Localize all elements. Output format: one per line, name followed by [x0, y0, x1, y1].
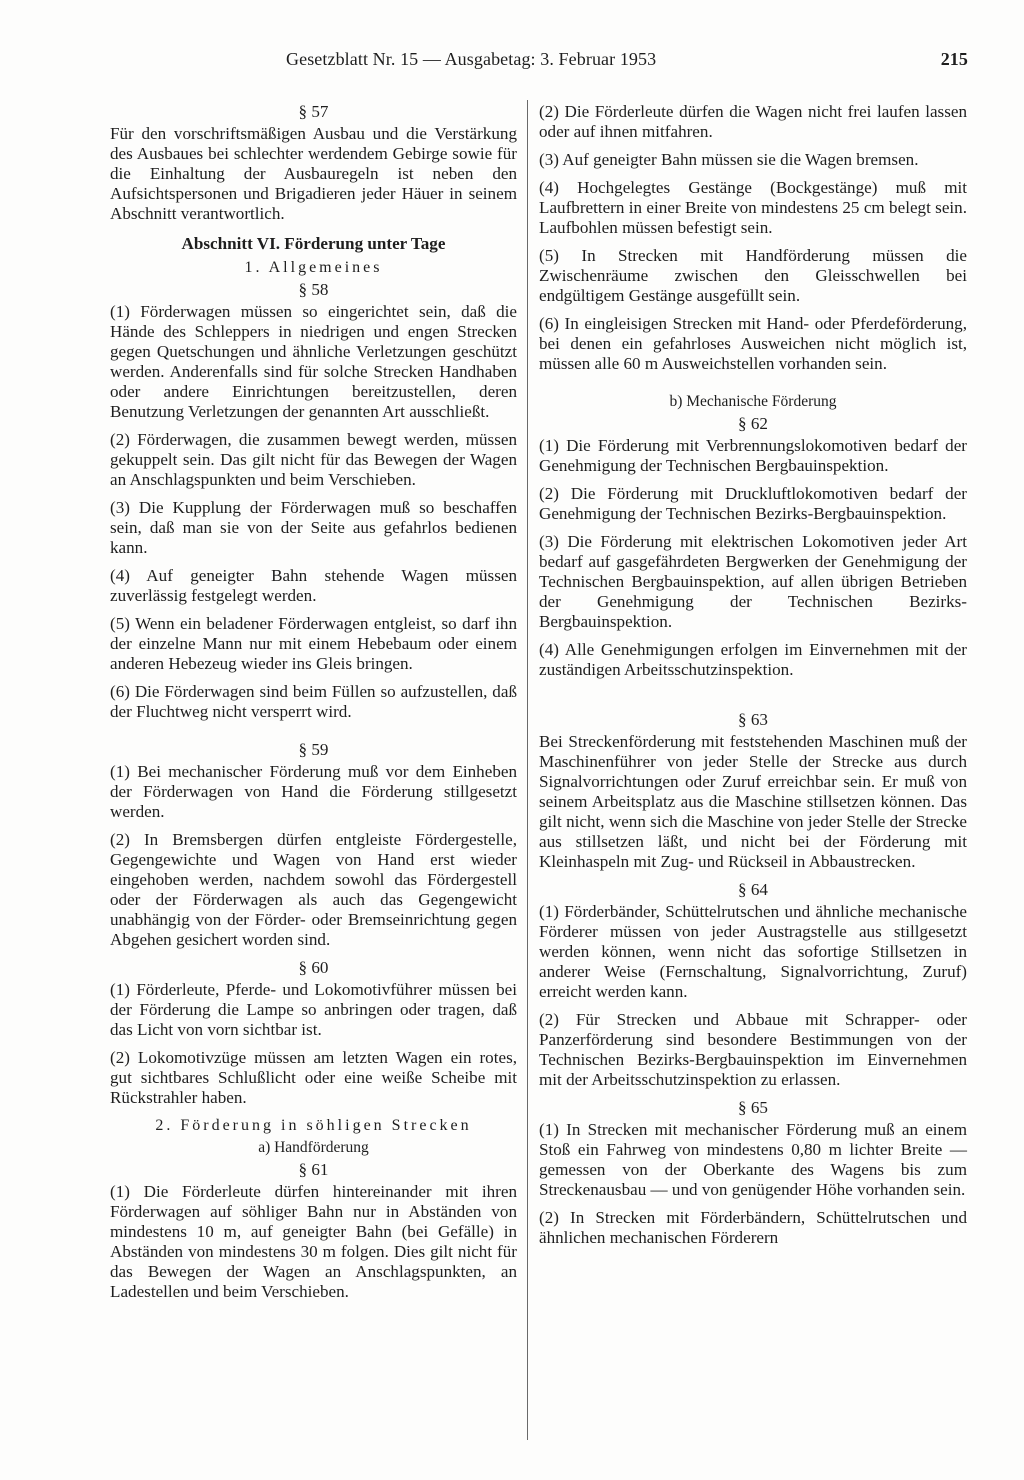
- subsection-heading: 2. Förderung in söhligen Strecken: [155, 1117, 472, 1134]
- paragraph-text: (3) Die Förderung mit elektrischen Lokomotiven jeder Art bedarf auf gasgefährdeten Bergwerken der Genehmigung der Technischen Bergbauinspektion, auf allen übrigen Betrieben der Genehmigung der Technischen Bezirks-Bergbauinspektion.: [539, 532, 967, 631]
- paragraph-heading: § 58: [298, 280, 329, 299]
- paragraph-text: (6) In eingleisigen Strecken mit Hand- oder Pferdeförderung, bei denen ein gefahrloses Ausweichen nicht möglich ist, müssen alle 60 m Ausweichstellen vorhanden sein.: [539, 314, 967, 373]
- paragraph-text: (1) In Strecken mit mechanischer Förderung muß an einem Stoß ein Fahrweg von mindestens 0,80 m lichter Breite — gemessen von der Oberkante des Wagens bis zum Streckenausbau — und von genügender Höhe vorhanden sein.: [539, 1120, 967, 1199]
- paragraph-text: (1) Bei mechanischer Förderung muß vor dem Einheben der Förderwagen von Hand die Förderung stillgesetzt werden.: [110, 762, 517, 821]
- paragraph-text: (1) Förderbänder, Schüttelrutschen und ähnliche mechanische Förderer müssen von jeder Austragstelle aus stillgesetzt werden können, wenn nicht das sofortige Stillsetzen in anderer Weise (Fernschaltung, Signalvorrichtung, Zuruf) erreicht werden kann.: [539, 902, 967, 1001]
- paragraph-text: (1) Förderleute, Pferde- und Lokomotivführer müssen bei der Förderung die Lampe so anbringen oder tragen, daß das Licht von vorn sichtbar ist.: [110, 980, 517, 1039]
- paragraph-text: (2) In Strecken mit Förderbändern, Schüttelrutschen und ähnlichen mechanischen Förderern: [539, 1208, 967, 1247]
- paragraph-text: (2) Lokomotivzüge müssen am letzten Wagen ein rotes, gut sichtbares Schlußlicht oder eine weiße Scheibe mit Rückstrahler haben.: [110, 1048, 517, 1107]
- paragraph-heading: § 64: [738, 880, 768, 899]
- paragraph-text: (3) Die Kupplung der Förderwagen muß so beschaffen sein, daß man sie von der Seite aus gefahrlos bedienen kann.: [110, 498, 517, 557]
- subsection-heading: 1. Allgemeines: [244, 259, 383, 276]
- paragraph-text: (1) Die Förderleute dürfen hintereinander mit ihren Förderwagen auf söhliger Bahn nur in Abständen von mindestens 10 m, auf geneigter Bahn (bei Gefälle) in Abständen von mindestens 30 m folgen. Dies gilt nicht für das Bewegen der Wagen an Anschlagspunkten, an Ladestellen und beim Verschieben.: [110, 1182, 517, 1301]
- header-title: Gesetzblatt Nr. 15 — Ausgabetag: 3. Februar 1953: [286, 49, 657, 69]
- paragraph-text: (5) Wenn ein beladener Förderwagen entgleist, so darf ihn der einzelne Mann nur mit einem Hebebaum oder einem anderen Hebezeug wieder ins Gleis bringen.: [110, 614, 517, 673]
- paragraph-heading: § 62: [738, 414, 768, 433]
- paragraph-text: (5) In Strecken mit Handförderung müssen die Zwischenräume zwischen den Gleisschwellen bei endgültigem Gestänge ausgefüllt sein.: [539, 246, 967, 305]
- paragraph-text: (2) Die Förderleute dürfen die Wagen nicht frei laufen lassen oder auf ihnen mitfahren.: [539, 102, 967, 141]
- paragraph-heading: § 63: [738, 710, 768, 729]
- page-header: [286, 46, 986, 72]
- paragraph-text: (2) Für Strecken und Abbaue mit Schrapper- oder Panzerförderung sind besondere Bestimmungen von der Technischen Bezirks-Bergbauinspektion im Einvernehmen mit der Arbeitsschutzinspektion zu erlassen.: [539, 1010, 967, 1089]
- subsection-heading: a) Handförderung: [258, 1139, 369, 1156]
- paragraph-heading: § 57: [298, 102, 329, 121]
- paragraph-text: (2) Die Förderung mit Druckluftlokomotiven bedarf der Genehmigung der Technischen Bezirks-Bergbauinspektion.: [539, 484, 967, 523]
- paragraph-heading: § 61: [298, 1160, 329, 1179]
- paragraph-heading: § 59: [298, 740, 329, 759]
- paragraph-text: (1) Die Förderung mit Verbrennungslokomotiven bedarf der Genehmigung der Technischen Bergbauinspektion.: [539, 436, 967, 475]
- paragraph-text: (4) Alle Genehmigungen erfolgen im Einvernehmen mit der zuständigen Arbeitsschutzinspektion.: [539, 640, 967, 679]
- left-column: [110, 102, 517, 1310]
- paragraph-heading: § 60: [298, 958, 329, 977]
- paragraph-text: (4) Auf geneigter Bahn stehende Wagen müssen zuverlässig festgelegt werden.: [110, 566, 517, 605]
- paragraph-text: (1) Förderwagen müssen so eingerichtet sein, daß die Hände des Schleppers in niedrigen und engen Strecken gegen Quetschungen und ähnliche Verletzungen geschützt werden. Anderenfalls sind für solche Strecken Handhaben oder andere Einrichtungen bereitzustellen, deren Benutzung Verletzungen der genannten Art ausschließt.: [110, 302, 517, 421]
- paragraph-text: (2) Förderwagen, die zusammen bewegt werden, müssen gekuppelt sein. Das gilt nicht für das Bewegen der Wagen an Anschlagspunkten und beim Verschieben.: [110, 430, 517, 489]
- paragraph-text: (6) Die Förderwagen sind beim Füllen so aufzustellen, daß der Fluchtweg nicht versperrt wird.: [110, 682, 517, 721]
- paragraph-text: Für den vorschriftsmäßigen Ausbau und die Verstärkung des Ausbaues bei schlechter werdendem Gebirge sowie für die Einhaltung der Ausbauregeln ist neben den Aufsichtspersonen und Brigadieren jeder Häuer in seinem Abschnitt verantwortlich.: [110, 124, 517, 223]
- paragraph-text: (2) In Bremsbergen dürfen entgleiste Fördergestelle, Gegengewichte und Wagen von Hand erst wieder eingehoben werden, nachdem sowohl das Fördergestell oder der Förderwagen als auch das Gegengewicht unabhängig von der Förder- oder Bremseinrichtung gegen Abgehen gesichert worden sind.: [110, 830, 517, 949]
- section-heading: Abschnitt VI. Förderung unter Tage: [181, 234, 446, 253]
- paragraph-text: Bei Streckenförderung mit feststehenden Maschinen muß der Maschinenführer von jeder Stelle der Strecke aus durch Signalvorrichtungen oder Zuruf erreichbar sein. Er muß von seinem Arbeitsplatz aus die Maschine stillsetzen können. Das gilt nicht, wenn sich die Maschine von jeder Stelle der Strecke aus stillsetzen läßt, und nicht bei der Förderung mit Kleinhaspeln mit Zug- und Rückseil in Abbaustrecken.: [539, 732, 967, 871]
- paragraph-heading: § 65: [738, 1098, 768, 1117]
- paragraph-text: (4) Hochgelegtes Gestänge (Bockgestänge) muß mit Laufbrettern in einer Breite von mindestens 25 cm belegt sein. Laufbohlen müssen befestigt sein.: [539, 178, 967, 237]
- paragraph-text: (3) Auf geneigter Bahn müssen sie die Wagen bremsen.: [539, 150, 919, 169]
- subsection-heading: b) Mechanische Förderung: [669, 393, 837, 410]
- right-column: [539, 102, 967, 1256]
- page-number: 215: [940, 49, 968, 69]
- column-divider: [527, 100, 528, 1440]
